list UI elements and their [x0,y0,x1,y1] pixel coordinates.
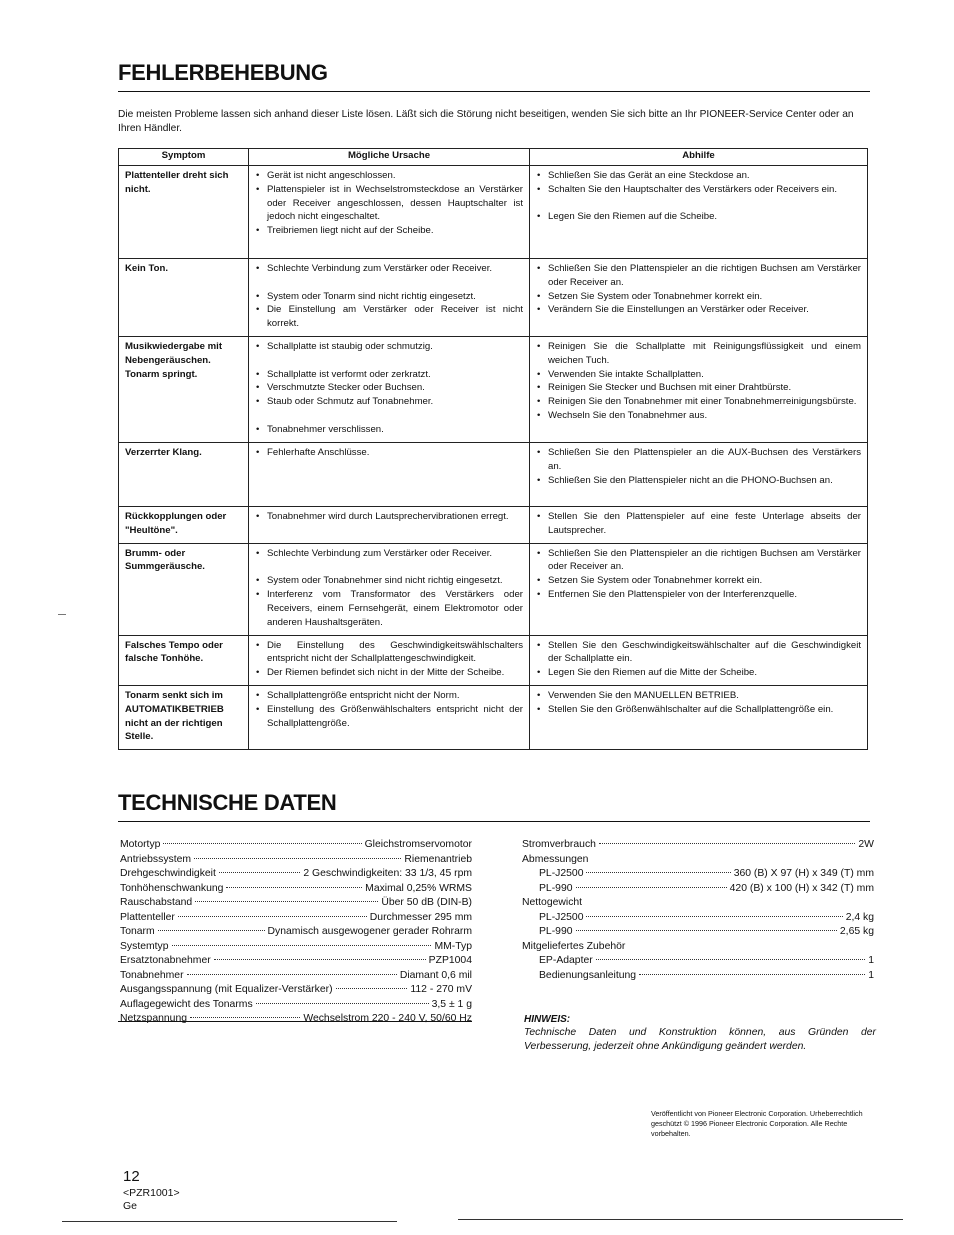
header-symptom: Symptom [119,149,249,166]
list-item: • Schallplattengröße entspricht nicht der Norm. [255,689,523,703]
title-rule [118,91,870,92]
list-item: • Tonabnehmer verschlissen. [255,423,523,437]
spec-row [120,838,472,853]
spec-value: Durchmesser 295 mm [369,911,472,923]
spec-value: 1 [868,955,874,966]
header-remedy: Abhilfe [530,149,868,166]
specs-right-column [522,838,874,983]
spec-value: 2W [858,839,874,850]
spec-label: Auflagegewicht des Tonarms [120,998,253,1010]
list-item: • Reinigen Sie Stecker und Buchsen mit einer Drahtbürste. [536,381,861,395]
list-item: • Schließen Sie den Plattenspieler an die richtigen Buchsen am Verstärker oder Receiver an. [536,547,861,575]
cause-cell [249,685,530,749]
table-row [119,635,868,685]
list-item: • Schallplatte ist verformt oder zerkratzt. [255,368,523,382]
spec-value: 112 - 270 mV [410,984,472,995]
symptom-line: Tonarm springt. [125,368,198,380]
spec-label: Systemtyp [120,940,169,952]
spec-row [120,998,472,1013]
spec-row [522,882,874,897]
list-item: • Legen Sie den Riemen auf die Mitte der Scheibe. [536,666,861,680]
spec-row [522,969,874,984]
spec-row [120,853,472,868]
remedy-cell [530,685,868,749]
list-item: • Verwenden Sie intakte Schallplatten. [536,368,861,382]
leader-dots [639,974,865,975]
spec-value: Riemenantrieb [404,853,472,865]
list-item: • Reinigen Sie die Schallplatte mit Reinigungsflüssigkeit und einem weichen Tuch. [536,340,861,368]
list-item: • Verschmutzte Stecker oder Buchsen. [255,381,523,395]
table-row [119,685,868,749]
bottom-rule [458,1219,903,1220]
list-item: • Legen Sie den Riemen auf die Scheibe. [536,210,861,224]
spec-label: Netzspannung [120,1013,188,1024]
leader-dots [576,887,727,888]
table-row [119,443,868,507]
symptom-cell: Rückkopplungen oder "Heultöne". [119,507,249,544]
spec-label: Stromverbrauch [522,839,596,850]
leader-dots [187,974,397,975]
doc-code: <PZR1001> [123,1187,180,1199]
spec-label: PL-990 [539,882,573,894]
specs-divider [118,1021,472,1022]
note-text: Technische Daten und Konstruktion können, aus Gründen der Verbesserung, jederzeit ohne Ankündigung geändert werden. [524,1027,876,1053]
spec-row [120,983,472,998]
list-item: • Schließen Sie den Plattenspieler an die richtigen Buchsen am Verstärker oder Receiver an. [536,262,861,290]
troubleshooting-title: FEHLERBEHEBUNG [118,60,328,85]
list-item: • Stellen Sie den Geschwindigkeitswählschalter auf die Geschwindigkeit der Schallplatte ein. [536,639,861,667]
spec-label: PL-J2500 [539,868,584,879]
symptom-cell: Verzerrter Klang. [119,443,249,507]
spec-label: Tonarm [120,926,155,937]
specs-title: TECHNISCHE DATEN [118,790,337,815]
list-item: • Schließen Sie den Plattenspieler nicht an die PHONO-Buchsen an. [536,474,861,488]
spec-value: Maximal 0,25% WRMS [365,882,472,894]
spec-label: Ersatztonabnehmer [120,955,211,966]
table-row [119,507,868,544]
troubleshooting-intro: Die meisten Probleme lassen sich anhand dieser Liste lösen. Läßt sich die Störung nicht beseitigen, wenden Sie sich bitte an Ihr PIONEER-Service Center oder an Ihren Händler. [118,109,854,134]
leader-dots [596,959,866,960]
spec-label: PL-990 [539,926,573,937]
table-row [119,337,868,443]
cause-cell [249,166,530,259]
page-number: 12 [123,1168,140,1185]
leader-dots [219,872,300,873]
table-header-row [119,149,868,166]
spec-value: 1 [868,969,874,981]
spec-label: Antriebssystem [120,853,192,865]
spec-row [522,925,874,940]
leader-dots [586,916,842,917]
leader-dots [576,930,837,931]
table-row [119,166,868,259]
leader-dots [226,887,362,888]
spec-value: 2 Geschwindigkeiten: 33 1/3, 45 rpm [303,868,472,879]
cause-cell [249,507,530,544]
troubleshooting-table [118,148,868,750]
list-item: • Verwenden Sie den MANUELLEN BETRIEB. [536,689,861,703]
title-rule [118,821,870,822]
list-item: • Einstellung des Größenwählschalters entspricht nicht der Schallplattengröße. [255,703,523,731]
remedy-cell [530,166,868,259]
spec-value: Diamant 0,6 mil [399,969,472,981]
list-item: • Die Einstellung am Verstärker oder Receiver ist nicht korrekt. [255,303,523,331]
leader-dots [172,945,432,946]
spec-value: MM-Typ [434,940,472,952]
spec-row [120,896,472,911]
spec-row [120,954,472,969]
list-item: • Der Riemen befindet sich nicht in der Mitte der Scheibe. [255,666,523,680]
cause-cell [249,259,530,337]
spec-value: Über 50 dB (DIN-B) [381,897,472,908]
spec-value: 2,65 kg [839,926,874,937]
list-item: • System oder Tonarm sind nicht richtig eingesetzt. [255,290,523,304]
table-row [119,543,868,635]
spec-value: Gleichstromservomotor [364,839,472,850]
spec-row [120,940,472,955]
remedy-cell [530,443,868,507]
list-item: • Entfernen Sie den Plattenspieler von der Interferenzquelle. [536,588,861,602]
list-item: • Stellen Sie den Größenwählschalter auf die Schallplattengröße ein. [536,703,861,717]
spec-row [522,911,874,926]
spec-value: 2,4 kg [845,911,874,923]
list-item: • Fehlerhafte Anschlüsse. [255,446,523,460]
symptom-cell: Kein Ton. [119,259,249,337]
list-item: • Reinigen Sie den Tonabnehmer mit einer Tonabnehmerreinigungsbürste. [536,395,861,409]
list-item: • Plattenspieler ist in Wechselstromsteckdose an Verstärker oder Receiver angeschlossen, dessen Hauptschalter ist jedoch nicht eingeschaltet. [255,183,523,224]
list-item: • Schließen Sie den Plattenspieler an die AUX-Buchsen des Verstärkers an. [536,446,861,474]
leader-dots [194,858,401,859]
spec-group-label: Nettogewicht [522,897,583,908]
symptom-cell [119,337,249,443]
spec-label: Drehgeschwindigkeit [120,868,216,879]
leader-dots [256,1003,429,1004]
note-title: HINWEIS: [524,1014,571,1025]
spec-row [120,867,472,882]
spec-label: Motortyp [120,839,161,850]
margin-tick [58,614,66,615]
remedy-cell [530,259,868,337]
symptom-line: Musikwiedergabe mit Nebengeräuschen. [125,341,223,366]
list-item: • Verändern Sie die Einstellungen an Verstärker oder Receiver. [536,303,861,317]
spec-label: Plattenteller [120,911,175,923]
list-item: • Setzen Sie System oder Tonabnehmer korrekt ein. [536,574,861,588]
bottom-rule [62,1221,397,1222]
language-code: Ge [123,1200,138,1212]
remedy-cell [530,635,868,685]
list-item: • Schlechte Verbindung zum Verstärker oder Receiver. [255,262,523,276]
symptom-cell: Tonarm senkt sich im AUTOMATIKBETRIEB nicht an der richtigen Stelle. [119,685,249,749]
spec-label: EP-Adapter [539,955,593,966]
spec-value: 3,5 ± 1 g [431,998,472,1010]
list-item: • Stellen Sie den Plattenspieler auf eine feste Unterlage abseits der Lautsprecher. [536,510,861,538]
list-item: • Interferenz vom Transformator des Verstärkers oder Receivers, einem Fernsehgerät, einem Elektromotor oder anderen Haushaltsgeräten. [255,588,523,629]
remedy-cell [530,337,868,443]
specs-left-column [120,838,472,1027]
leader-dots [190,1017,300,1018]
list-item: • Tonabnehmer wird durch Lautsprechervibrationen erregt. [255,510,523,524]
leader-dots [214,959,426,960]
header-cause: Mögliche Ursache [249,149,530,166]
cause-cell [249,635,530,685]
publisher-notice: Veröffentlicht von Pioneer Electronic Corporation. Urheberrechtlich geschützt © 1996 Pioneer Electronic Corporation. Alle Rechte vorbehalten. [651,1109,863,1138]
cause-cell [249,443,530,507]
list-item: • Schließen Sie das Gerät an eine Steckdose an. [536,169,861,183]
spec-row [120,911,472,926]
spec-row [522,954,874,969]
list-item: • System oder Tonabnehmer sind nicht richtig eingesetzt. [255,574,523,588]
list-item: • Wechseln Sie den Tonabnehmer aus. [536,409,861,423]
spec-row [120,969,472,984]
list-item: • Treibriemen liegt nicht auf der Scheibe. [255,224,523,238]
leader-dots [195,901,378,902]
spec-row [120,882,472,897]
remedy-cell [530,543,868,635]
spec-value: Wechselstrom 220 - 240 V, 50/60 Hz [303,1013,472,1024]
cause-cell [249,337,530,443]
spec-row [522,867,874,882]
leader-dots [599,843,855,844]
symptom-cell: Falsches Tempo oder falsche Tonhöhe. [119,635,249,685]
spec-row [522,838,874,853]
spec-label: Tonhöhenschwankung [120,882,224,894]
list-item: • Gerät ist nicht angeschlossen. [255,169,523,183]
cause-cell [249,543,530,635]
spec-group-label: Mitgeliefertes Zubehör [522,940,626,952]
list-item: • Die Einstellung des Geschwindigkeitswählschalters entspricht nicht der Schallplattengeschwindigkeit. [255,639,523,667]
table-row [119,259,868,337]
spec-row [120,1012,472,1027]
spec-label: Bedienungsanleitung [539,969,637,981]
list-item: • Schallplatte ist staubig oder schmutzig. [255,340,523,354]
spec-row [120,925,472,940]
spec-value: PZP1004 [428,955,472,966]
spec-label: Ausgangsspannung (mit Equalizer-Verstärker) [120,984,333,995]
leader-dots [158,930,265,931]
remedy-cell [530,507,868,544]
spec-label: PL-J2500 [539,911,584,923]
spec-label: Rauschabstand [120,897,193,908]
leader-dots [586,872,730,873]
leader-dots [163,843,361,844]
spec-value: 420 (B) x 100 (H) x 342 (T) mm [729,882,874,894]
spec-value: Dynamisch ausgewogener gerader Rohrarm [267,926,472,937]
list-item: • Schalten Sie den Hauptschalter des Verstärkers oder Receivers ein. [536,183,861,197]
spec-label: Tonabnehmer [120,969,184,981]
symptom-cell: Plattenteller dreht sich nicht. [119,166,249,259]
leader-dots [336,988,408,989]
doc-code-block [123,1187,180,1213]
list-item: • Staub oder Schmutz auf Tonabnehmer. [255,395,523,409]
leader-dots [178,916,367,917]
list-item: • Setzen Sie System oder Tonabnehmer korrekt ein. [536,290,861,304]
spec-value: 360 (B) X 97 (H) x 349 (T) mm [733,868,874,879]
spec-group-label: Abmessungen [522,853,589,865]
symptom-cell: Brumm- oder Summgeräusche. [119,543,249,635]
list-item: • Schlechte Verbindung zum Verstärker oder Receiver. [255,547,523,561]
